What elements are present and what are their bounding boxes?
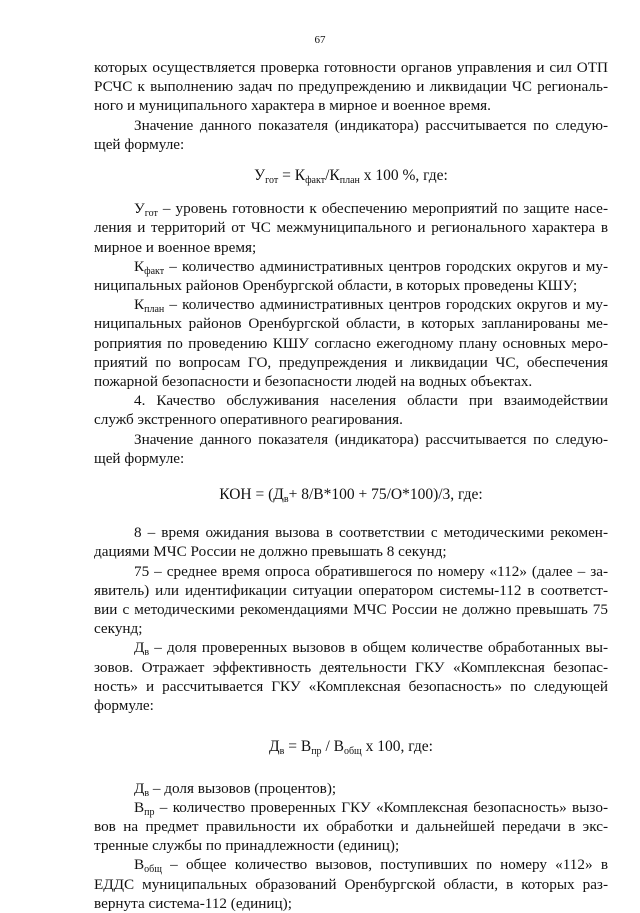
formula (94, 485, 608, 504)
paragraph (94, 58, 608, 116)
text-run: КОН = (Д (219, 486, 284, 504)
text-run: = К (278, 167, 306, 185)
text-run: У (134, 200, 145, 218)
subscript: гот (265, 175, 279, 187)
text-run: 75 – среднее время опроса обратившегося по номеру «112» (далее – заявитель) или идентификации ситуации оператором системы-112 в соответствии с методическими рекомендациями МЧС России не должно превышать 75 секунд; (94, 562, 608, 638)
paragraph (94, 199, 608, 257)
subscript: общ (343, 746, 362, 758)
text-run: – количество проверенных ГКУ «Комплексная безопасность» вызовов на предмет правильности их обработки и дальнейшей передачи в экстренные службы по принадлежности (единиц); (94, 798, 608, 855)
text-run: К (134, 257, 145, 275)
text-run: Значение данного показателя (индикатора) рассчитывается по следующей формуле: (94, 116, 608, 153)
text-run: x 100, где: (361, 738, 433, 756)
formula (94, 737, 608, 756)
paragraph (94, 257, 608, 295)
subscript: план (144, 304, 165, 316)
text-run: = В (284, 738, 312, 756)
text-run: / В (321, 738, 344, 756)
page-number: 67 (314, 34, 326, 46)
text-run: Значение данного показателя (индикатора) рассчитывается по следующей формуле: (94, 430, 608, 467)
paragraph (94, 523, 608, 561)
text-run: Д (134, 639, 145, 657)
paragraph (94, 295, 608, 391)
text-run: В (134, 798, 145, 816)
text-run: 4. Качество обслуживания населения области при взаимодействии служб экстренного оперативного реагирования. (94, 392, 608, 429)
paragraph (94, 779, 608, 798)
text-run: – общее количество вызовов, поступивших по номеру «112» в ЕДДС муниципальных образований Оренбургской области, в которых развернута система-112 (единиц); (94, 856, 608, 912)
text-run: – количество административных центров городских округов и муниципальных районов Оренбургской области, в которых проведены КШУ; (94, 257, 608, 295)
subscript: в (283, 494, 289, 506)
text-run: К (134, 296, 145, 314)
paragraph (94, 855, 608, 913)
paragraph (94, 116, 608, 154)
text-run: которых осуществляется проверка готовности органов управления и сил ОТП РСЧС к выполнению задач по предупреждению и ликвидации ЧС регионального и муниципального характера в мирное и военное время. (94, 59, 608, 115)
text-run: В (134, 856, 145, 874)
text-run: – доля проверенных вызовов в общем количестве обработанных вызовов. Отражает эффективность деятельности ГКУ «Комплексная безопасность» и рассчитывается ГКУ «Комплексная безопасность» по следующей формуле: (94, 639, 608, 715)
text-run: Д (269, 738, 280, 756)
subscript: в (279, 746, 285, 758)
subscript: факт (144, 265, 165, 277)
subscript: гот (144, 208, 158, 220)
paragraph (94, 562, 608, 639)
paragraph (94, 430, 608, 468)
text-run: + 8/В*100 + 75/О*100)/3, где: (288, 486, 483, 504)
subscript: в (144, 787, 150, 799)
subscript: факт (305, 175, 326, 187)
subscript: общ (144, 864, 162, 876)
paragraph (94, 798, 608, 856)
formula (94, 166, 608, 185)
paragraph (94, 638, 608, 715)
document-body (94, 58, 608, 913)
text-run: Д (134, 779, 145, 797)
text-run: – уровень готовности к обеспечению мероприятий по защите населения и территорий от ЧС межмуниципального и регионального характера в мирное и военное время; (94, 200, 608, 256)
subscript: пр (311, 746, 322, 758)
paragraph (94, 391, 608, 429)
text-run: 8 – время ожидания вызова в соответствии с методическими рекомендациями МЧС России не должно превышать 8 секунд; (94, 524, 608, 561)
text-run: – доля вызовов (процентов); (149, 779, 337, 797)
text-run: x 100 %, где: (359, 167, 448, 185)
text-run: У (254, 167, 266, 185)
text-run: /К (325, 167, 340, 185)
text-run: – количество административных центров городских округов и муниципальных районов Оренбургской области, в которых запланированы мероприятия по проведению КШУ согласно ежегодному плану основных мероприятий по вопросам ГО, предупреждения и ликвидации ЧС, обеспечения пожарной безопасности и безопасности людей на водных объектах. (94, 296, 608, 391)
subscript: в (144, 647, 150, 659)
subscript: план (339, 175, 360, 187)
subscript: пр (144, 806, 155, 818)
